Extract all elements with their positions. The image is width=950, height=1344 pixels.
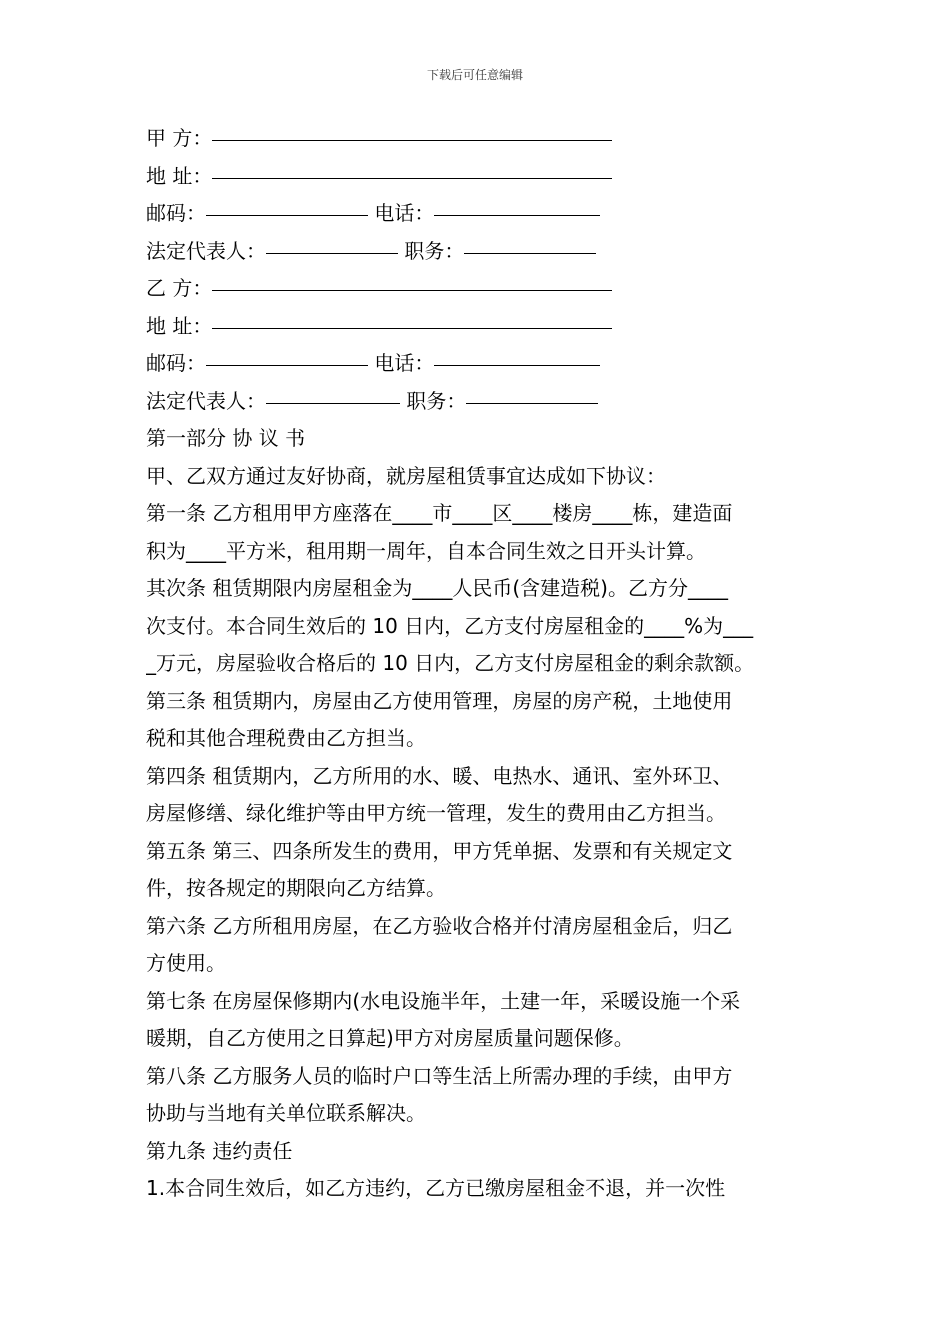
party-b-rep-label: 法定代表人：: [146, 388, 266, 413]
article-1-line: 第一条 乙方租用甲方座落在____市____区____楼房____栋，建造面: [146, 501, 733, 525]
article-2: [146, 570, 810, 683]
article-4-line: 房屋修缮、绿化维护等由甲方统一管理，发生的费用由乙方担当。: [146, 801, 726, 825]
party-a-phone-blank: [434, 214, 600, 216]
article-9-item-1: 1.本合同生效后，如乙方违约，乙方已缴房屋租金不退，并一次性: [146, 1176, 726, 1200]
party-a-rep-blank: [266, 252, 398, 254]
party-b-address-blank: [212, 327, 612, 329]
article-7-line: 暖期，自乙方使用之日算起)甲方对房屋质量问题保修。: [146, 1026, 634, 1050]
article-8-line: 第八条 乙方服务人员的临时户口等生活上所需办理的手续，由甲方: [146, 1063, 733, 1088]
party-b-rep-blank: [266, 402, 400, 404]
party-b-position-blank: [466, 402, 598, 404]
party-a-address-blank: [212, 177, 612, 179]
party-b-name-row: [146, 270, 810, 308]
party-b-address-row: [146, 308, 810, 346]
intro-paragraph: 甲、乙双方通过友好协商，就房屋租赁事宜达成如下协议：: [146, 463, 666, 488]
party-a-rep-row: [146, 233, 810, 271]
party-a-name-row: [146, 120, 810, 158]
article-5: [146, 833, 810, 908]
party-a-postcode-label: 邮码：: [146, 201, 206, 225]
article-3: [146, 683, 810, 758]
article-3-line: 第三条 租赁期内，房屋由乙方使用管理，房屋的房产税，土地使用: [146, 688, 733, 713]
party-b-position-label: 职务：: [400, 388, 467, 413]
party-a-rep-label: 法定代表人：: [146, 238, 266, 263]
article-4-line: 第四条 租赁期内，乙方所用的水、暖、电热水、通讯、室外环卫、: [146, 763, 733, 788]
article-8-line: 协助与当地有关单位联系解决。: [146, 1101, 426, 1125]
party-b-postcode-label: 邮码：: [146, 351, 206, 375]
article-7-line: 第七条 在房屋保修期内(水电设施半年，土建一年，采暖设施一个采: [146, 988, 741, 1013]
article-2-line: 次支付。本合同生效后的 10 日内，乙方支付房屋租金的____%为___: [146, 613, 754, 638]
party-a-phone-label: 电话：: [368, 201, 435, 225]
party-a-name-blank: [212, 139, 612, 141]
party-a-position-label: 职务：: [398, 238, 465, 263]
party-b-contact-row: [146, 345, 810, 383]
party-b-address-label: 地 址：: [146, 313, 213, 338]
party-a-address-row: [146, 158, 810, 196]
party-a-postcode-blank: [206, 214, 368, 216]
article-4: [146, 758, 810, 833]
party-a-address-label: 地 址：: [146, 163, 213, 188]
article-6-line: 方使用。: [146, 951, 226, 975]
article-8: [146, 1058, 810, 1133]
article-5-line: 件，按各规定的期限向乙方结算。: [146, 876, 446, 900]
article-9-title: 第九条 违约责任: [146, 1138, 293, 1163]
party-b-name-blank: [212, 289, 612, 291]
article-3-line: 税和其他合理税费由乙方担当。: [146, 726, 426, 750]
article-6-line: 第六条 乙方所租用房屋，在乙方验收合格并付清房屋租金后，归乙: [146, 913, 733, 938]
party-b-phone-label: 电话：: [368, 351, 435, 375]
article-2-line: _万元，房屋验收合格后的 10 日内，乙方支付房屋租金的剩余款额。: [146, 651, 755, 675]
party-a-contact-row: [146, 195, 810, 233]
article-2-line: 其次条 租赁期限内房屋租金为____人民币(含建造税)。乙方分____: [146, 576, 728, 600]
party-b-phone-blank: [434, 364, 600, 366]
party-b-name-label: 乙 方：: [146, 276, 213, 300]
contract-content: [146, 120, 810, 1208]
section-title: 第一部分 协 议 书: [146, 426, 306, 450]
article-7: [146, 983, 810, 1058]
party-b-rep-row: [146, 383, 810, 421]
page-header: 下载后可任意编辑: [426, 68, 523, 82]
party-a-position-blank: [464, 252, 596, 254]
article-6: [146, 908, 810, 983]
article-1: [146, 495, 810, 570]
article-5-line: 第五条 第三、四条所发生的费用，甲方凭单据、发票和有关规定文: [146, 838, 733, 863]
article-1-line: 积为____平方米，租用期一周年，自本合同生效之日开头计算。: [146, 538, 706, 563]
party-b-postcode-blank: [206, 364, 368, 366]
party-a-name-label: 甲 方：: [146, 126, 213, 150]
